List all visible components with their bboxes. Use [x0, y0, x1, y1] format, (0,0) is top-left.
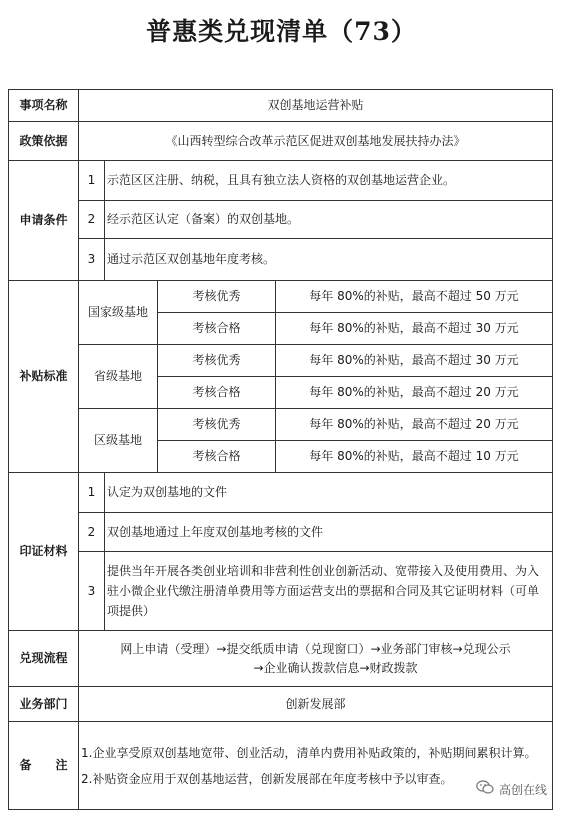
- document-number: 2: [87, 524, 96, 539]
- condition-number: 3: [87, 252, 96, 266]
- subsidy-amount: 每年 80%的补贴，最高不超过 20 万元: [309, 385, 519, 399]
- subsidy-amount: 每年 80%的补贴，最高不超过 30 万元: [309, 353, 519, 367]
- document-text: 认定为双创基地的文件: [107, 485, 228, 499]
- subsidy-level: 国家级基地: [87, 305, 148, 319]
- watermark: [476, 780, 547, 798]
- subsidy-grade: 考核优秀: [192, 289, 241, 303]
- label-subsidy-standard: 补贴标准: [19, 369, 68, 383]
- label-department: 业务部门: [19, 696, 68, 711]
- process-line: →企业确认拨款信息→财政拨款: [253, 660, 418, 675]
- label-documents: 印证材料: [19, 544, 68, 558]
- subsidy-level: 省级基地: [93, 369, 142, 383]
- subsidy-grade: 考核优秀: [192, 417, 241, 431]
- department-value: 创新发展部: [285, 696, 346, 711]
- label-policy-basis: 政策依据: [19, 133, 68, 148]
- page-title: 普惠类兑现清单（73）: [146, 17, 417, 46]
- label-remarks: 备 注: [19, 758, 68, 772]
- subsidy-amount: 每年 80%的补贴，最高不超过 30 万元: [309, 321, 519, 335]
- item-name-value: 双创基地运营补贴: [267, 98, 364, 112]
- document-text: 双创基地通过上年度双创基地考核的文件: [107, 524, 324, 539]
- subsidy-amount: 每年 80%的补贴，最高不超过 50 万元: [309, 289, 519, 303]
- document-number: 3: [87, 583, 96, 598]
- remark-item: 2.补贴资金应用于双创基地运营，创新发展部在年度考核中予以审查。: [81, 771, 453, 786]
- process-flow: [79, 631, 552, 686]
- condition-number: 2: [87, 212, 96, 226]
- label-conditions: 申请条件: [19, 213, 68, 227]
- condition-number: 1: [87, 173, 96, 187]
- subsidy-level: 区级基地: [93, 433, 142, 447]
- document-text: 提供当年开展各类创业培训和非营利性创业创新活动、宽带接入及使用费用、为入驻小微企业代缴注册清单费用等方面运营支出的票据和合同及其它证明材料（可单项提供）: [107, 564, 540, 618]
- policy-basis-value: 《山西转型综合改革示范区促进双创基地发展扶持办法》: [165, 133, 466, 148]
- document-number: 1: [87, 485, 96, 499]
- condition-text: 通过示范区双创基地年度考核。: [107, 252, 276, 266]
- label-process: 兑现流程: [19, 651, 68, 665]
- condition-text: 示范区区注册、纳税，且具有独立法人资格的双创基地运营企业。: [107, 173, 456, 187]
- subsidy-grade: 考核优秀: [192, 353, 241, 367]
- watermark-text: 高创在线: [498, 782, 547, 797]
- subsidy-grade: 考核合格: [192, 385, 241, 399]
- remark-item: 1.企业享受原双创基地宽带、创业活动，清单内费用补贴政策的，补贴期间累积计算。: [81, 745, 537, 760]
- subsidy-grade: 考核合格: [192, 321, 241, 335]
- wechat-icon: [476, 780, 494, 798]
- condition-text: 经示范区认定（备案）的双创基地。: [107, 212, 300, 226]
- subsidy-amount: 每年 80%的补贴，最高不超过 20 万元: [309, 417, 519, 431]
- subsidy-amount: 每年 80%的补贴，最高不超过 10 万元: [309, 449, 519, 463]
- label-item-name: 事项名称: [19, 98, 68, 112]
- subsidy-grade: 考核合格: [192, 449, 241, 463]
- process-line: 网上申请（受理）→提交纸质申请（兑现窗口）→业务部门审核→兑现公示: [120, 641, 511, 656]
